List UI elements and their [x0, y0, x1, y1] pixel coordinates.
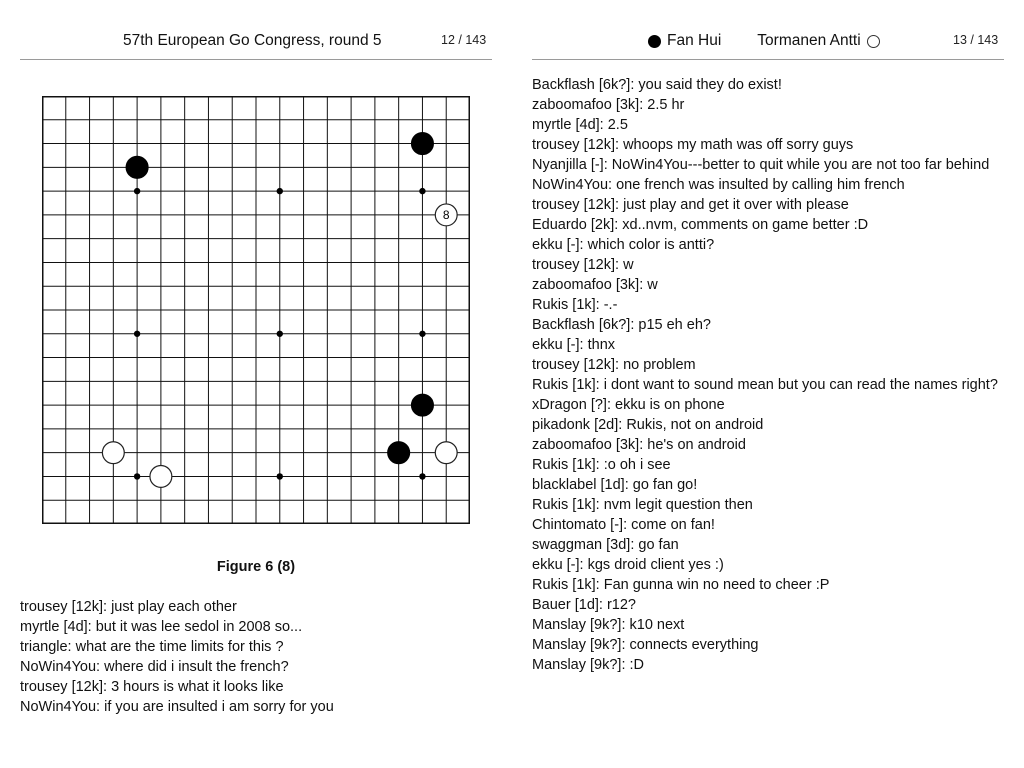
chat-message: trousey [12k]: 3 hours is what it looks like	[20, 679, 284, 695]
chat-message: xDragon [?]: ekku is on phone	[532, 397, 725, 413]
chat-message: Bauer [1d]: r12?	[532, 597, 636, 613]
white-stone	[150, 466, 172, 488]
chat-message: ekku [-]: which color is antti?	[532, 237, 715, 253]
chat-message: pikadonk [2d]: Rukis, not on android	[532, 417, 764, 433]
right-page	[512, 0, 1024, 768]
chat-message: Eduardo [2k]: xd..nvm, comments on game better :D	[532, 217, 869, 233]
chat-message: ekku [-]: thnx	[532, 337, 616, 353]
star-point	[134, 188, 140, 194]
chat-message: NoWin4You: one french was insulted by calling him french	[532, 177, 905, 193]
chat-message: trousey [12k]: whoops my math was off sorry guys	[532, 137, 854, 153]
black-stone	[412, 394, 434, 416]
black-stone	[388, 442, 410, 464]
chat-message: trousey [12k]: just play and get it over with please	[532, 197, 849, 213]
chat-message: myrtle [4d]: 2.5	[532, 117, 628, 133]
white-player-name: Tormanen Antti	[757, 32, 861, 49]
black-stone-icon	[648, 35, 661, 48]
figure-caption: Figure 6 (8)	[216, 559, 296, 575]
star-point	[277, 473, 283, 479]
black-player-name: Fan Hui	[667, 32, 722, 49]
star-point	[134, 331, 140, 337]
players-header	[648, 32, 880, 50]
white-stone	[102, 442, 124, 464]
chat-log-left	[20, 597, 500, 717]
chat-message: zaboomafoo [3k]: 2.5 hr	[532, 97, 685, 113]
chat-message: zaboomafoo [3k]: w	[532, 277, 658, 293]
chat-message: Manslay [9k?]: k10 next	[532, 617, 685, 633]
chat-message: Rukis [1k]: Fan gunna win no need to cheer :P	[532, 577, 830, 593]
chat-message: triangle: what are the time limits for this ?	[20, 639, 284, 655]
white-stone	[435, 442, 457, 464]
chat-message: Manslay [9k?]: :D	[532, 657, 645, 673]
header-divider-right	[532, 59, 1004, 60]
chat-message: Chintomato [-]: come on fan!	[532, 517, 715, 533]
star-point	[134, 473, 140, 479]
black-stone	[412, 133, 434, 155]
chat-message: trousey [12k]: no problem	[532, 357, 696, 373]
chat-message: Rukis [1k]: -.-	[532, 297, 618, 313]
chat-message: ekku [-]: kgs droid client yes :)	[532, 557, 724, 573]
chat-message: Rukis [1k]: i dont want to sound mean but you can read the names right?	[532, 377, 998, 393]
move-number-label: 8	[442, 208, 450, 223]
star-point	[277, 331, 283, 337]
white-stone-icon	[867, 35, 880, 48]
chat-log-right	[532, 75, 1002, 675]
page-number-right: 13 / 143	[953, 33, 999, 47]
chat-message: NoWin4You: if you are insulted i am sorry for you	[20, 699, 334, 715]
star-point	[419, 473, 425, 479]
chat-message: zaboomafoo [3k]: he's on android	[532, 437, 746, 453]
star-point	[419, 188, 425, 194]
chat-message: trousey [12k]: w	[532, 257, 634, 273]
chat-message: myrtle [4d]: but it was lee sedol in 2008 so...	[20, 619, 303, 635]
header-divider-left	[20, 59, 492, 60]
page-number-left: 12 / 143	[441, 33, 487, 47]
chat-message: trousey [12k]: just play each other	[20, 599, 237, 615]
game-title: 57th European Go Congress, round 5	[123, 32, 382, 49]
chat-message: swaggman [3d]: go fan	[532, 537, 679, 553]
chat-message: blacklabel [1d]: go fan go!	[532, 477, 698, 493]
chat-message: Backflash [6k?]: you said they do exist!	[532, 77, 782, 93]
chat-message: Manslay [9k?]: connects everything	[532, 637, 759, 653]
star-point	[419, 331, 425, 337]
chat-message: Backflash [6k?]: p15 eh eh?	[532, 317, 711, 333]
chat-message: Rukis [1k]: :o oh i see	[532, 457, 671, 473]
black-stone	[126, 156, 148, 178]
go-board-diagram[interactable]	[42, 96, 470, 524]
chat-message: Nyanjilla [-]: NoWin4You---better to quit while you are not too far behind	[532, 157, 990, 173]
chat-message: Rukis [1k]: nvm legit question then	[532, 497, 753, 513]
chat-message: NoWin4You: where did i insult the french?	[20, 659, 289, 675]
star-point	[277, 188, 283, 194]
